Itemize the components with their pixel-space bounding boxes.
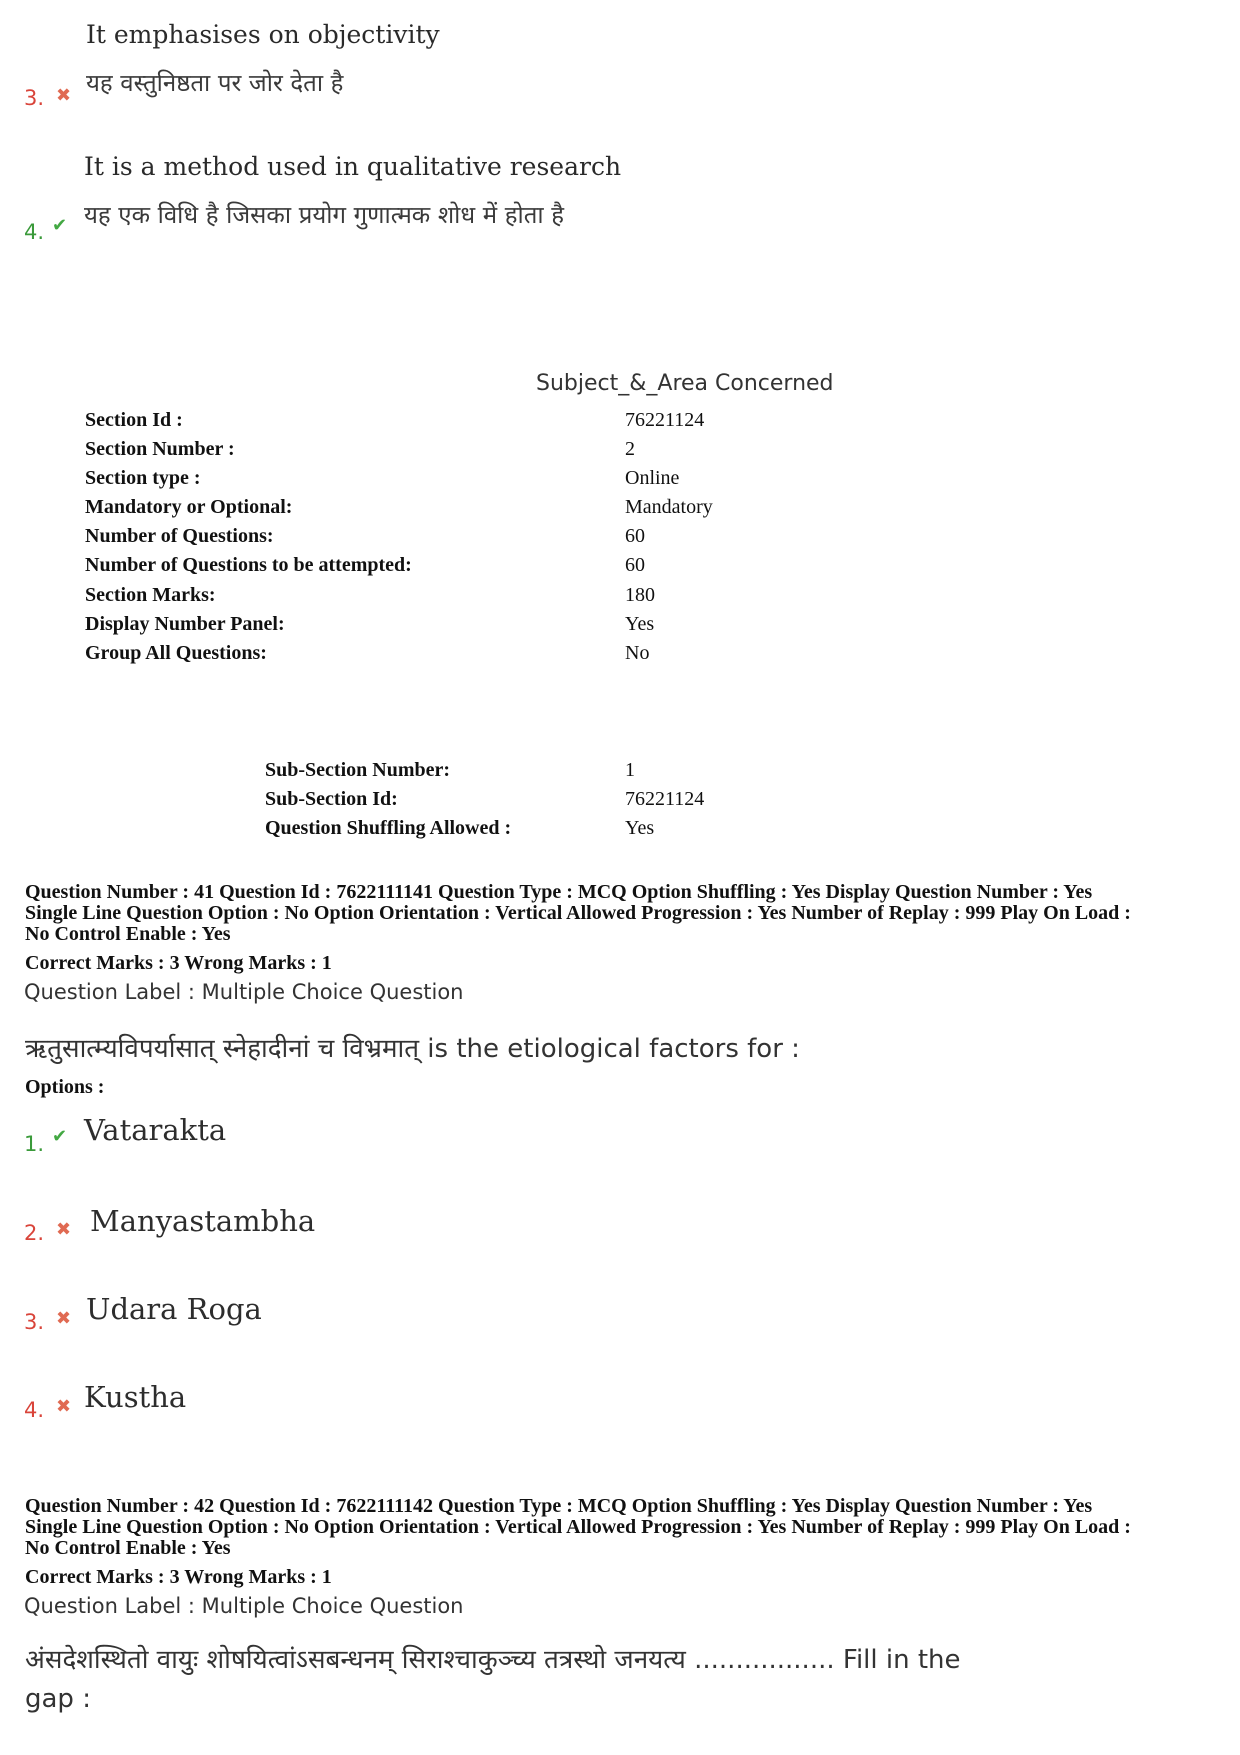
section-title: Subject_&_Area Concerned: [536, 371, 834, 396]
cross-icon: ✖: [56, 85, 72, 106]
display-panel-label: Display Number Panel:: [85, 613, 285, 635]
num-attempt-value: 60: [625, 554, 645, 576]
section-id-value: 76221124: [625, 409, 705, 431]
shuffling-label: Question Shuffling Allowed :: [265, 817, 512, 839]
subsection-id-label: Sub-Section Id:: [265, 788, 398, 810]
section-marks-label: Section Marks:: [85, 584, 216, 606]
option-number: 3.: [24, 1310, 45, 1334]
question-label: Question Label : Multiple Choice Question: [24, 1594, 464, 1618]
question-marks: Correct Marks : 3 Wrong Marks : 1: [25, 952, 332, 974]
question-text: ऋतुसात्म्यविपर्यासात् स्नेहादीनां च विभ्रमात् is the etiological factors for :: [25, 1034, 800, 1064]
option-number: 2.: [24, 1221, 45, 1245]
question-label: Question Label : Multiple Choice Question: [24, 980, 464, 1004]
section-marks-value: 180: [625, 584, 655, 606]
section-type-label: Section type :: [85, 467, 201, 489]
question-marks: Correct Marks : 3 Wrong Marks : 1: [25, 1566, 332, 1588]
display-panel-value: Yes: [625, 613, 655, 635]
section-number-value: 2: [625, 438, 635, 460]
section-number-label: Section Number :: [85, 438, 235, 460]
option-number: 1.: [24, 1132, 45, 1156]
group-all-label: Group All Questions:: [85, 642, 267, 664]
section-type-value: Online: [625, 467, 680, 489]
cross-icon: ✖: [56, 1219, 72, 1240]
shuffling-value: Yes: [625, 817, 655, 839]
question-text-line-2: gap :: [25, 1684, 91, 1714]
question-text-line-1: अंसदेशस्थितो वायुः शोषयित्वांऽसबन्धनम् सिराश्चाकुञ्च्य तत्रस्थो जनयत्य ................. Fill in the: [25, 1645, 961, 1675]
question-meta: Question Number : 41 Question Id : 7622111141 Question Type : MCQ Option Shuffling : Yes Display Question Number : Yes Single Line Question Option : No Option Orientation : Vertical Allowed Progression : Yes Number of Replay : 999 Play On Load : No Control Enable : Yes: [25, 881, 1131, 945]
check-icon: ✔: [52, 1126, 68, 1147]
cross-icon: ✖: [56, 1308, 72, 1329]
section-id-label: Section Id :: [85, 409, 183, 431]
option-number: 4.: [24, 220, 45, 244]
num-questions-label: Number of Questions:: [85, 525, 274, 547]
mandatory-label: Mandatory or Optional:: [85, 496, 293, 518]
num-questions-value: 60: [625, 525, 645, 547]
option-text: Vatarakta: [84, 1113, 227, 1147]
cross-icon: ✖: [56, 1396, 72, 1417]
question-meta: Question Number : 42 Question Id : 7622111142 Question Type : MCQ Option Shuffling : Yes Display Question Number : Yes Single Line Question Option : No Option Orientation : Vertical Allowed Progression : Yes Number of Replay : 999 Play On Load : No Control Enable : Yes: [25, 1495, 1131, 1559]
subsection-id-value: 76221124: [625, 788, 705, 810]
subsection-number-value: 1: [625, 759, 635, 781]
option-text-hi: यह एक विधि है जिसका प्रयोग गुणात्मक शोध में होता है: [84, 201, 564, 229]
subsection-number-label: Sub-Section Number:: [265, 759, 451, 781]
option-text: Udara Roga: [86, 1292, 262, 1326]
option-text-hi: यह वस्तुनिष्ठता पर जोर देता है: [86, 69, 344, 97]
check-icon: ✔: [52, 215, 68, 236]
group-all-value: No: [625, 642, 650, 664]
options-heading: Options :: [25, 1076, 105, 1098]
option-number: 4.: [24, 1398, 45, 1422]
mandatory-value: Mandatory: [625, 496, 713, 518]
option-number: 3.: [24, 86, 45, 110]
option-text: Kustha: [84, 1380, 187, 1414]
option-text-en: It is a method used in qualitative research: [84, 152, 622, 181]
num-attempt-label: Number of Questions to be attempted:: [85, 554, 412, 576]
option-text: Manyastambha: [90, 1204, 316, 1238]
option-text-en: It emphasises on objectivity: [86, 20, 440, 49]
